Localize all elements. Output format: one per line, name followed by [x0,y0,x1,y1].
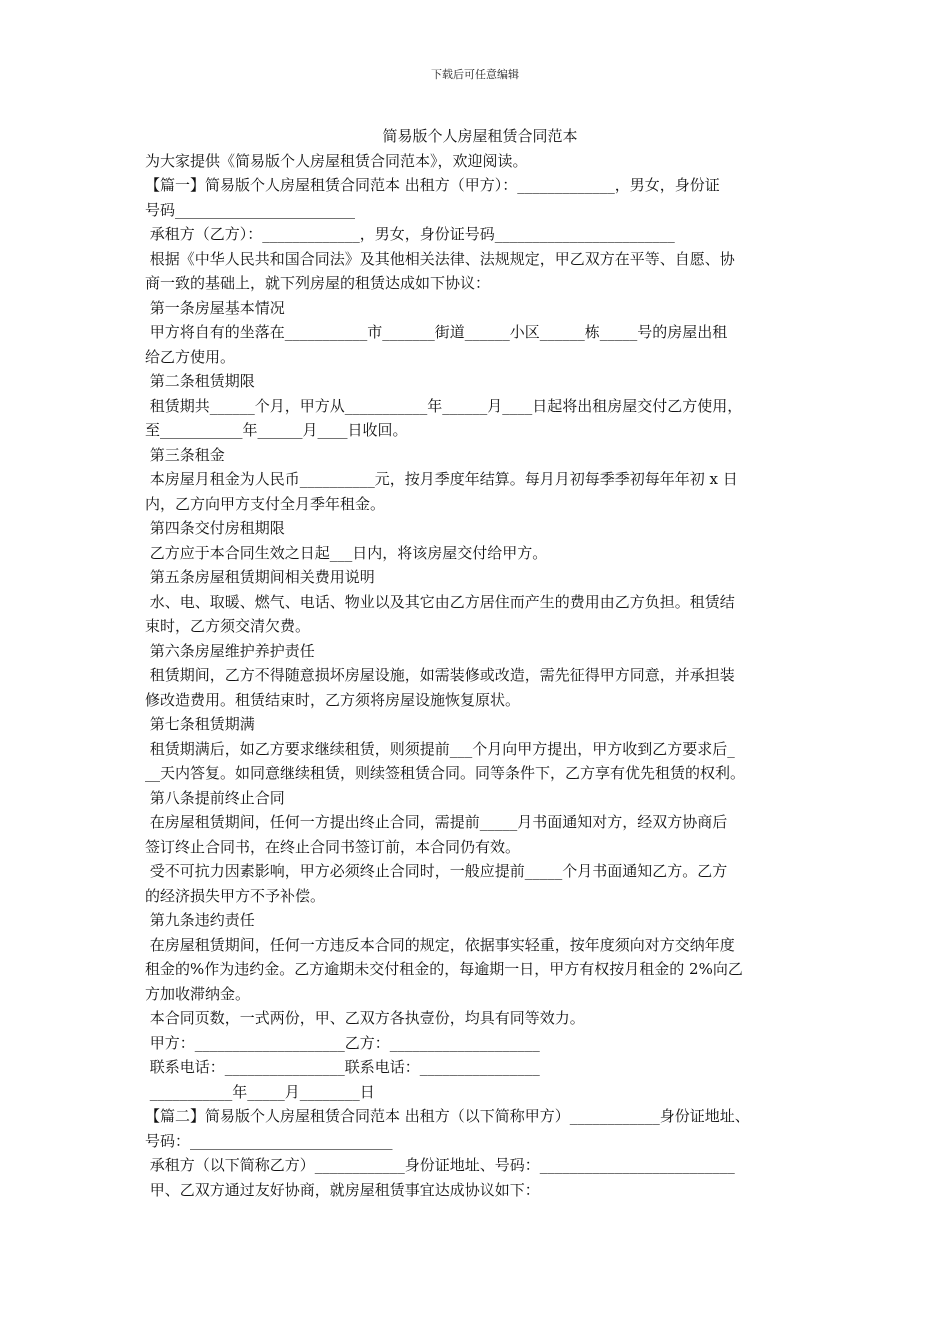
section-heading: 第一条房屋基本情况 [145,298,285,317]
text-line: 租赁期间，乙方不得随意损坏房屋设施，如需装修或改造，需先征得甲方同意，并承担装 [145,666,735,684]
section-heading: 第五条房屋租赁期间相关费用说明 [145,568,375,586]
text-line: 签订终止合同书，在终止合同书签订前，本合同仍有效。 [145,837,521,856]
date-line: ___________年_____月________日 [145,1082,375,1101]
text-line: 方加收滞纳金。 [145,984,251,1003]
text-line: 本合同页数，一式两份，甲、乙双方各执壹份，均具有同等效力。 [145,1009,585,1027]
document-title: 简易版个人房屋租赁合同范本 [382,127,578,145]
text-line: 受不可抗力因素影响，甲方必须终止合同时，一般应提前_____个月书面通知乙方。乙方 [145,862,728,880]
text-line: 本房屋月租金为人民币__________元，按月季度年结算。每月月初每季季初每年年初 x 日 [145,470,738,488]
text-line: 至___________年______月____日收回。 [145,421,408,439]
text-line: 在房屋租赁期间，任何一方违反本合同的规定，依据事实轻重，按年度须向对方交纳年度 [145,935,735,954]
text-line: 号码________________________ [145,200,356,219]
text-line: 承租方（以下简称乙方）____________身份证地址、号码：__________________________ [145,1156,735,1174]
text-line: 束时，乙方须交清欠费。 [145,617,311,635]
text-line: 给乙方使用。 [145,347,236,366]
text-line: 甲、乙双方通过友好协商，就房屋租赁事宜达成协议如下： [145,1180,540,1199]
section-heading: 第二条租赁期限 [145,372,255,390]
text-line: 为大家提供《简易版个人房屋租赁合同范本》，欢迎阅读。 [145,151,528,170]
text-line: 内，乙方向甲方支付全月季年租金。 [145,494,386,513]
section-heading: 第八条提前终止合同 [145,788,285,807]
text-line: 承租方（乙方）：_____________，男女，身份证号码________________________ [145,225,675,243]
text-line: 租金的%作为违约金。乙方逾期未交付租金的，每逾期一日，甲方有权按月租金的 2%向乙 [145,960,743,978]
text-line: 水、电、取暖、燃气、电话、物业以及其它由乙方居住而产生的费用由乙方负担。租赁结 [145,592,735,611]
section-heading: 第三条租金 [145,445,225,464]
section-heading: 第九条违约责任 [145,911,255,929]
section-heading: 第七条租赁期满 [145,715,255,733]
text-line: 租赁期满后，如乙方要求继续租赁，则须提前___个月向甲方提出，甲方收到乙方要求后_ [145,739,735,758]
text-line: 的经济损失甲方不予补偿。 [145,886,326,905]
text-line: 租赁期共______个月，甲方从___________年______月____日起将出租房屋交付乙方使用， [145,396,743,415]
signature-line: 甲方：____________________乙方：____________________ [145,1033,540,1052]
text-line: 【篇二】简易版个人房屋租赁合同范本 出租方（以下简称甲方）____________身份证地址、 [145,1107,750,1125]
text-line: 商一致的基础上，就下列房屋的租赁达成如下协议： [145,274,491,292]
contract-text [145,149,815,1203]
text-line: __天内答复。如同意继续租赁，则续签租赁合同。同等条件下，乙方享有优先租赁的权利。 [145,764,746,782]
section-heading: 第四条交付房租期限 [145,519,285,537]
text-line: 在房屋租赁期间，任何一方提出终止合同，需提前_____月书面通知对方，经双方协商后 [145,813,728,831]
section-heading: 第六条房屋维护养护责任 [145,641,315,660]
text-line: 甲方将自有的坐落在___________市_______街道______小区______栋_____号的房屋出租 [145,323,728,341]
text-line: 根据《中华人民共和国合同法》及其他相关法律、法规规定，甲乙双方在平等、自愿、协 [145,249,735,268]
text-line: 乙方应于本合同生效之日起___日内，将该房屋交付给甲方。 [145,543,548,562]
text-line: 修改造费用。租赁结束时，乙方须将房屋设施恢复原状。 [145,690,521,709]
text-line: 号码：___________________________ [145,1131,393,1150]
text-line: 【篇一】简易版个人房屋租赁合同范本 出租方（甲方）：_____________，男女，身份证 [145,176,720,194]
contact-line: 联系电话：________________联系电话：________________ [145,1058,540,1076]
header-note: 下载后可任意编辑 [431,68,519,81]
document-body [145,124,815,1202]
